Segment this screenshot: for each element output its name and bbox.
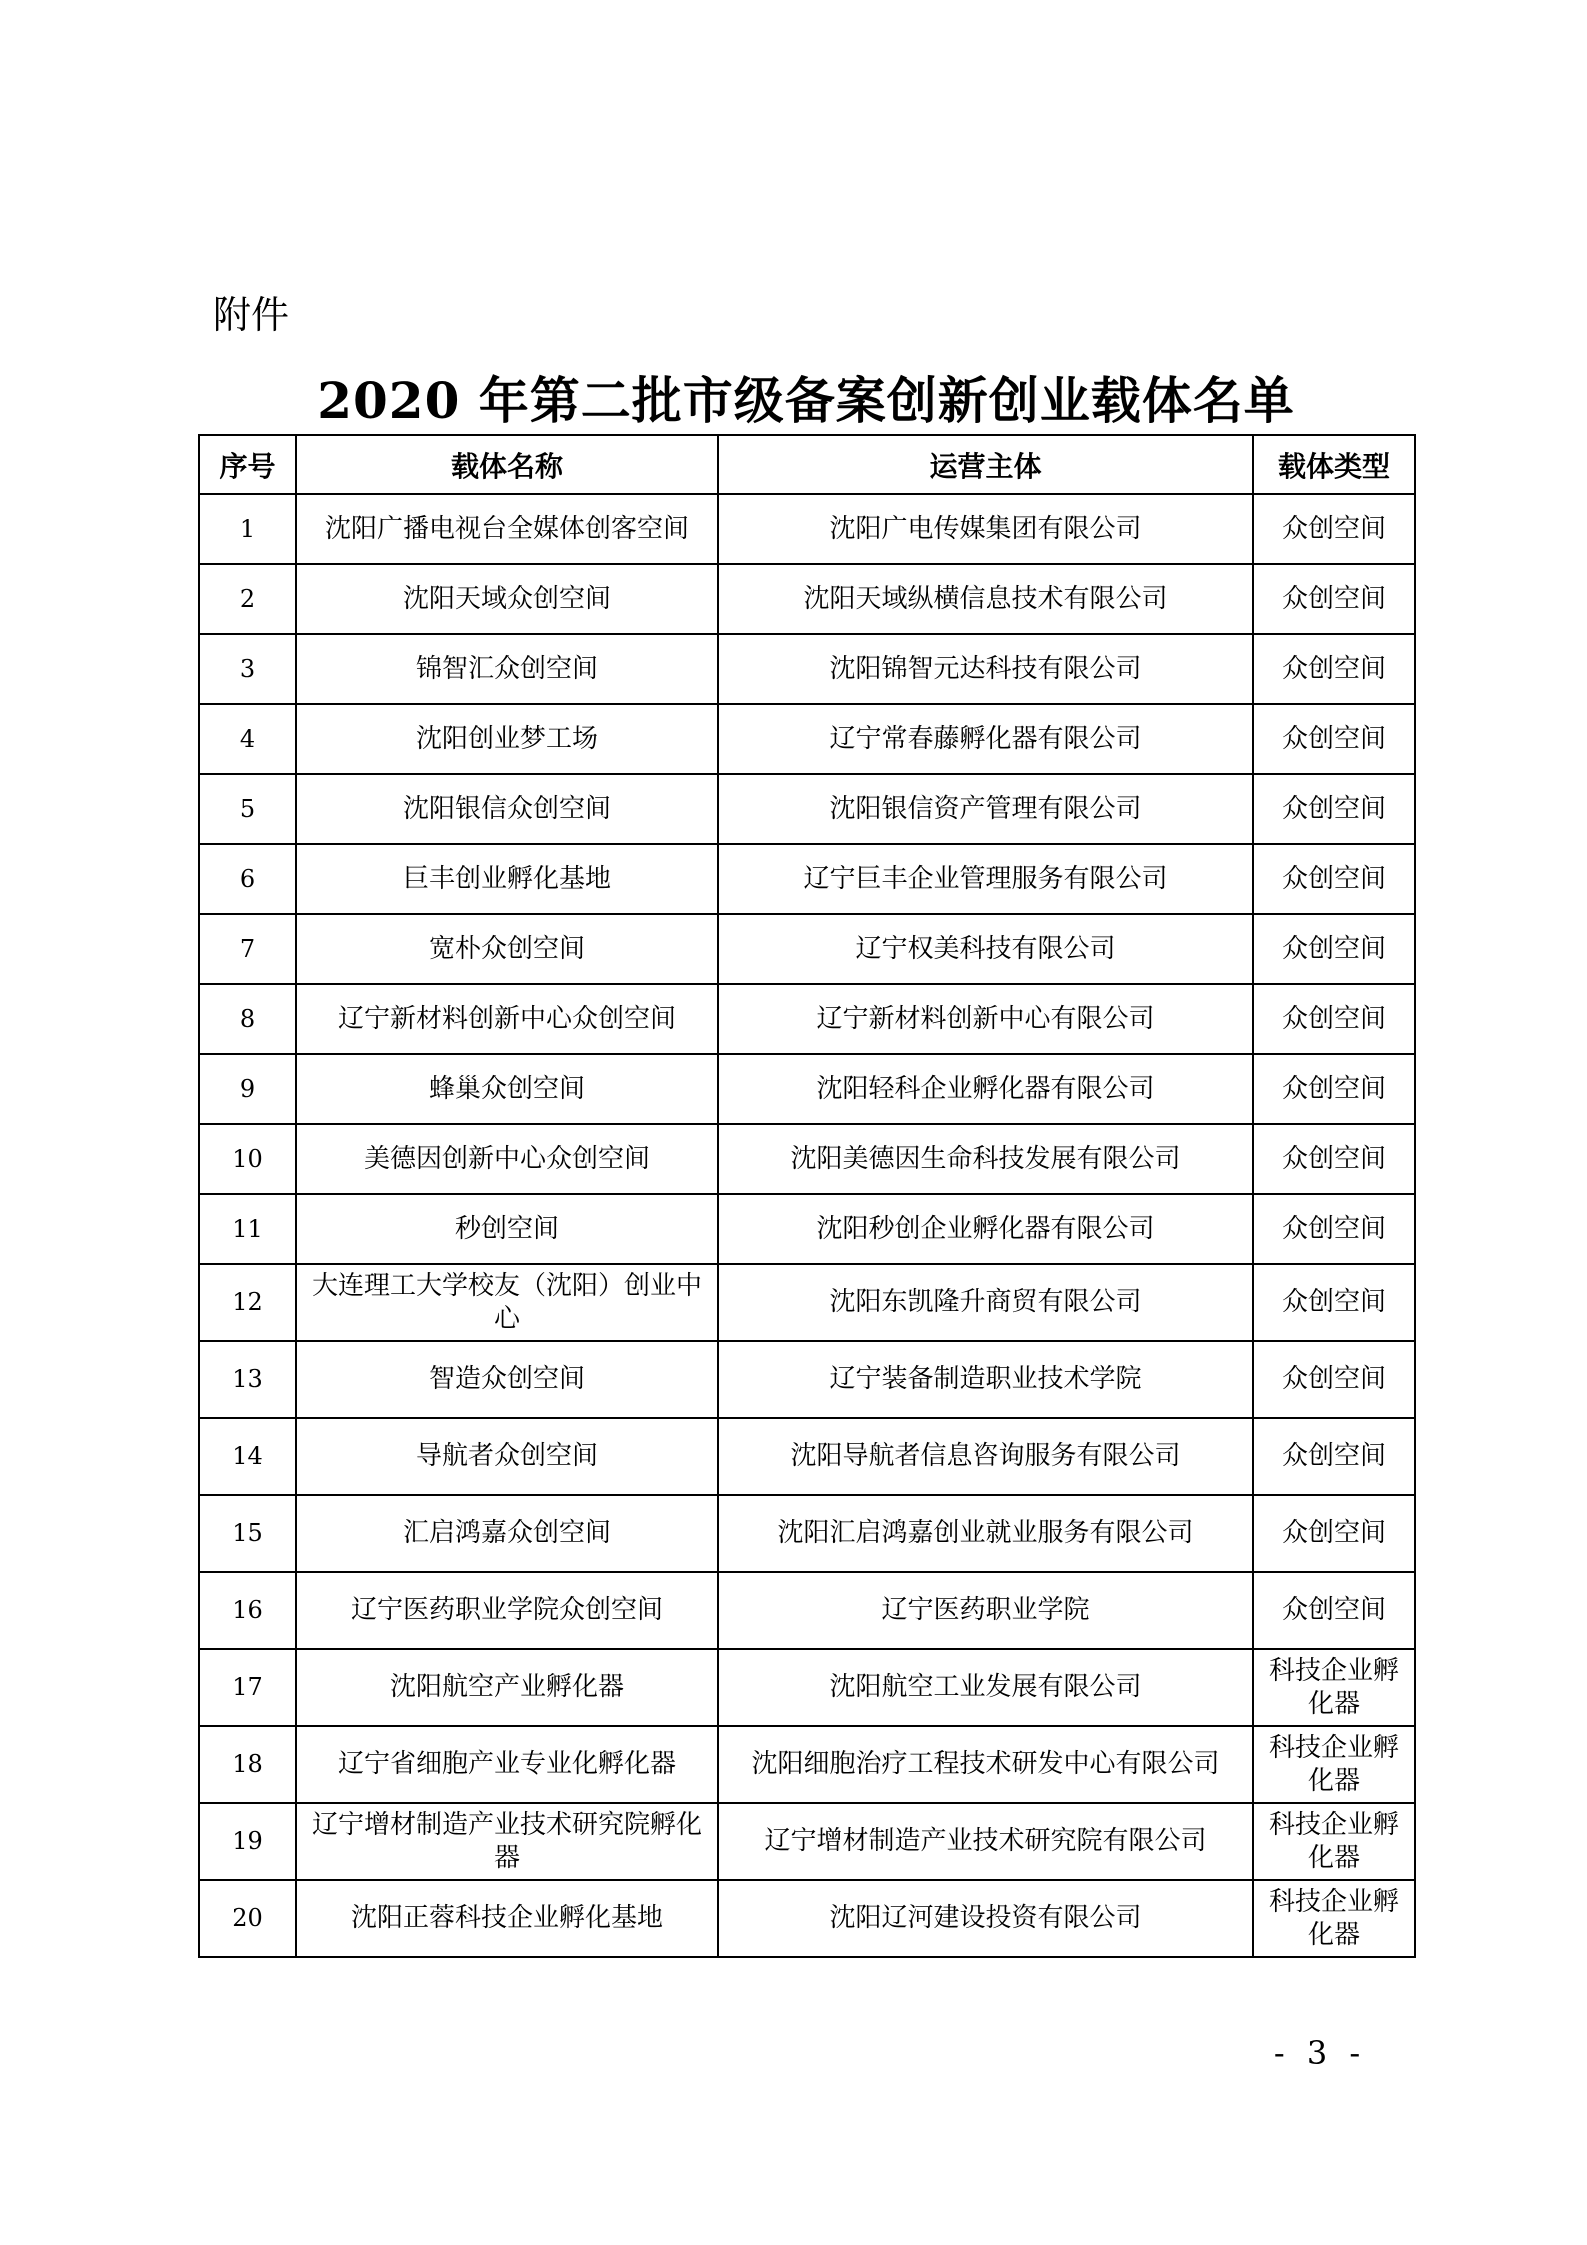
carrier-name-cell: 汇启鸿嘉众创空间 xyxy=(296,1495,718,1572)
table-row xyxy=(199,1194,1415,1264)
table-row xyxy=(199,1495,1415,1572)
serial-number-cell: 7 xyxy=(199,914,296,984)
serial-number-cell: 6 xyxy=(199,844,296,914)
table-row xyxy=(199,1341,1415,1418)
operator-cell: 辽宁增材制造产业技术研究院有限公司 xyxy=(718,1803,1253,1880)
table-row xyxy=(199,1054,1415,1124)
serial-number-cell: 9 xyxy=(199,1054,296,1124)
operator-cell: 辽宁装备制造职业技术学院 xyxy=(718,1341,1253,1418)
carrier-name-cell: 宽朴众创空间 xyxy=(296,914,718,984)
operator-cell: 沈阳辽河建设投资有限公司 xyxy=(718,1880,1253,1957)
carrier-name-cell: 辽宁增材制造产业技术研究院孵化器 xyxy=(296,1803,718,1880)
carrier-type-cell: 众创空间 xyxy=(1253,1054,1415,1124)
operator-cell: 沈阳美德因生命科技发展有限公司 xyxy=(718,1124,1253,1194)
carrier-type-cell: 科技企业孵化器 xyxy=(1253,1726,1415,1803)
carrier-type-cell: 众创空间 xyxy=(1253,774,1415,844)
carrier-type-cell: 众创空间 xyxy=(1253,1124,1415,1194)
operator-cell: 沈阳银信资产管理有限公司 xyxy=(718,774,1253,844)
serial-number-cell: 2 xyxy=(199,564,296,634)
operator-cell: 辽宁巨丰企业管理服务有限公司 xyxy=(718,844,1253,914)
operator-cell: 沈阳广电传媒集团有限公司 xyxy=(718,494,1253,564)
serial-number-cell: 13 xyxy=(199,1341,296,1418)
table-row xyxy=(199,634,1415,704)
table-row xyxy=(199,1124,1415,1194)
carrier-type-cell: 众创空间 xyxy=(1253,1264,1415,1341)
operator-cell: 沈阳导航者信息咨询服务有限公司 xyxy=(718,1418,1253,1495)
carrier-type-cell: 众创空间 xyxy=(1253,704,1415,774)
operator-cell: 沈阳秒创企业孵化器有限公司 xyxy=(718,1194,1253,1264)
table-row xyxy=(199,494,1415,564)
table-row xyxy=(199,1803,1415,1880)
operator-cell: 辽宁权美科技有限公司 xyxy=(718,914,1253,984)
serial-number-cell: 1 xyxy=(199,494,296,564)
operator-cell: 辽宁新材料创新中心有限公司 xyxy=(718,984,1253,1054)
carrier-name-cell: 智造众创空间 xyxy=(296,1341,718,1418)
page-title: 2020 年第二批市级备案创新创业载体名单 xyxy=(317,371,1295,430)
table-row xyxy=(199,564,1415,634)
table-row xyxy=(199,704,1415,774)
header-carrier-type: 载体类型 xyxy=(1253,435,1415,494)
operator-cell: 沈阳细胞治疗工程技术研发中心有限公司 xyxy=(718,1726,1253,1803)
operator-cell: 沈阳锦智元达科技有限公司 xyxy=(718,634,1253,704)
operator-cell: 辽宁医药职业学院 xyxy=(718,1572,1253,1649)
serial-number-cell: 17 xyxy=(199,1649,296,1726)
carrier-name-cell: 秒创空间 xyxy=(296,1194,718,1264)
serial-number-cell: 16 xyxy=(199,1572,296,1649)
carrier-name-cell: 辽宁医药职业学院众创空间 xyxy=(296,1572,718,1649)
carrier-type-cell: 众创空间 xyxy=(1253,984,1415,1054)
serial-number-cell: 12 xyxy=(199,1264,296,1341)
operator-cell: 沈阳天域纵横信息技术有限公司 xyxy=(718,564,1253,634)
carrier-name-cell: 沈阳创业梦工场 xyxy=(296,704,718,774)
table-row xyxy=(199,1880,1415,1957)
carrier-type-cell: 众创空间 xyxy=(1253,1418,1415,1495)
operator-cell: 辽宁常春藤孵化器有限公司 xyxy=(718,704,1253,774)
table-row xyxy=(199,914,1415,984)
carrier-name-cell: 沈阳广播电视台全媒体创客空间 xyxy=(296,494,718,564)
operator-cell: 沈阳汇启鸿嘉创业就业服务有限公司 xyxy=(718,1495,1253,1572)
operator-cell: 沈阳东凯隆升商贸有限公司 xyxy=(718,1264,1253,1341)
carrier-name-cell: 沈阳天域众创空间 xyxy=(296,564,718,634)
carrier-type-cell: 众创空间 xyxy=(1253,1495,1415,1572)
carrier-name-cell: 沈阳正蓉科技企业孵化基地 xyxy=(296,1880,718,1957)
carrier-name-cell: 蜂巢众创空间 xyxy=(296,1054,718,1124)
carrier-name-cell: 沈阳航空产业孵化器 xyxy=(296,1649,718,1726)
serial-number-cell: 5 xyxy=(199,774,296,844)
carrier-name-cell: 辽宁省细胞产业专业化孵化器 xyxy=(296,1726,718,1803)
carrier-name-cell: 辽宁新材料创新中心众创空间 xyxy=(296,984,718,1054)
carrier-name-cell: 巨丰创业孵化基地 xyxy=(296,844,718,914)
table-row xyxy=(199,1572,1415,1649)
header-serial-number: 序号 xyxy=(199,435,296,494)
carrier-table xyxy=(198,434,1416,1958)
carrier-type-cell: 众创空间 xyxy=(1253,914,1415,984)
carrier-type-cell: 科技企业孵化器 xyxy=(1253,1803,1415,1880)
operator-cell: 沈阳轻科企业孵化器有限公司 xyxy=(718,1054,1253,1124)
carrier-type-cell: 众创空间 xyxy=(1253,844,1415,914)
carrier-name-cell: 锦智汇众创空间 xyxy=(296,634,718,704)
serial-number-cell: 11 xyxy=(199,1194,296,1264)
carrier-type-cell: 众创空间 xyxy=(1253,564,1415,634)
carrier-type-cell: 众创空间 xyxy=(1253,1572,1415,1649)
page-number: - 3 - xyxy=(1273,2034,1367,2072)
table-row xyxy=(199,774,1415,844)
carrier-name-cell: 沈阳银信众创空间 xyxy=(296,774,718,844)
serial-number-cell: 3 xyxy=(199,634,296,704)
serial-number-cell: 8 xyxy=(199,984,296,1054)
table-row xyxy=(199,1726,1415,1803)
carrier-name-cell: 导航者众创空间 xyxy=(296,1418,718,1495)
serial-number-cell: 14 xyxy=(199,1418,296,1495)
serial-number-cell: 4 xyxy=(199,704,296,774)
operator-cell: 沈阳航空工业发展有限公司 xyxy=(718,1649,1253,1726)
carrier-type-cell: 众创空间 xyxy=(1253,494,1415,564)
table-row xyxy=(199,984,1415,1054)
carrier-type-cell: 科技企业孵化器 xyxy=(1253,1649,1415,1726)
serial-number-cell: 15 xyxy=(199,1495,296,1572)
header-carrier-name: 载体名称 xyxy=(296,435,718,494)
table-row xyxy=(199,1264,1415,1341)
table-row xyxy=(199,844,1415,914)
carrier-name-cell: 大连理工大学校友（沈阳）创业中心 xyxy=(296,1264,718,1341)
attachment-label: 附件 xyxy=(213,293,290,337)
carrier-type-cell: 众创空间 xyxy=(1253,1194,1415,1264)
carrier-type-cell: 科技企业孵化器 xyxy=(1253,1880,1415,1957)
carrier-name-cell: 美德因创新中心众创空间 xyxy=(296,1124,718,1194)
carrier-type-cell: 众创空间 xyxy=(1253,634,1415,704)
serial-number-cell: 19 xyxy=(199,1803,296,1880)
table-row xyxy=(199,1649,1415,1726)
table-header-row xyxy=(199,435,1415,494)
header-operator: 运营主体 xyxy=(718,435,1253,494)
table-row xyxy=(199,1418,1415,1495)
serial-number-cell: 18 xyxy=(199,1726,296,1803)
serial-number-cell: 20 xyxy=(199,1880,296,1957)
serial-number-cell: 10 xyxy=(199,1124,296,1194)
carrier-type-cell: 众创空间 xyxy=(1253,1341,1415,1418)
